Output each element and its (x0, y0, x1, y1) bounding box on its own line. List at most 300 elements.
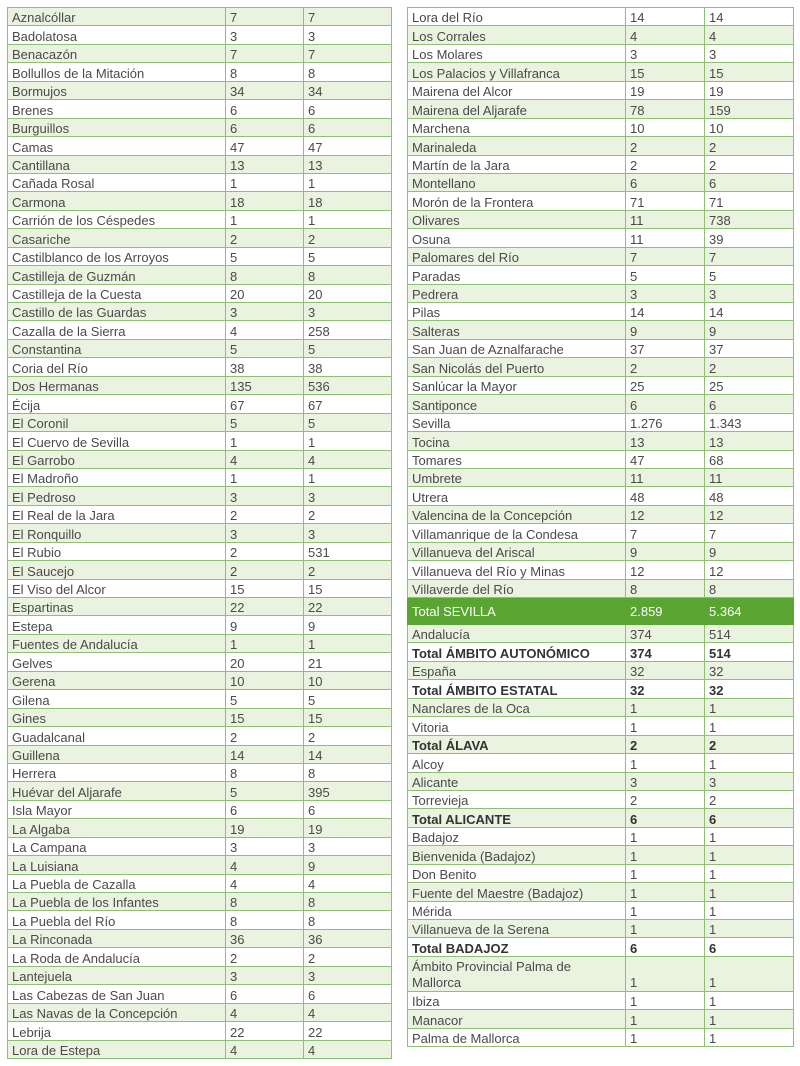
table-row (8, 505, 392, 523)
value-cell-b: 2 (705, 790, 794, 808)
value-cell-a: 4 (226, 450, 304, 468)
value-cell-a: 3 (226, 837, 304, 855)
municipality-name-cell: Camas (8, 137, 226, 155)
value-cell-a: 5 (226, 247, 304, 265)
value-cell-a: 3 (626, 772, 705, 790)
value-cell-a: 4 (226, 1003, 304, 1021)
municipality-name-cell: Guadalcanal (8, 727, 226, 745)
value-cell-b: 19 (705, 81, 794, 99)
value-cell-a: 6 (226, 800, 304, 818)
value-cell-a: 13 (226, 155, 304, 173)
table-row (8, 634, 392, 652)
table-row (408, 698, 794, 716)
value-cell-a: 2 (226, 505, 304, 523)
value-cell-a: 8 (226, 763, 304, 781)
value-cell-a: 67 (226, 395, 304, 413)
table-row (408, 790, 794, 808)
municipality-name-cell: Gelves (8, 653, 226, 671)
table-row (8, 8, 392, 26)
value-cell-a: 1 (226, 432, 304, 450)
table-row (408, 561, 794, 579)
municipality-name-cell: Écija (8, 395, 226, 413)
value-cell-a: 7 (226, 8, 304, 26)
value-cell-b: 1 (705, 717, 794, 735)
municipality-name-cell: Fuente del Maestre (Badajoz) (408, 883, 626, 901)
table-row (408, 991, 794, 1009)
value-cell-a: 4 (226, 856, 304, 874)
table-row (8, 727, 392, 745)
value-cell-b: 3 (304, 487, 392, 505)
table-row (408, 81, 794, 99)
table-row (8, 745, 392, 763)
value-cell-a: 2 (226, 948, 304, 966)
value-cell-a: 6 (626, 938, 705, 956)
value-cell-b: 4 (304, 1040, 392, 1058)
table-row (408, 229, 794, 247)
municipality-name-cell: Vitoria (408, 717, 626, 735)
table-row (408, 339, 794, 357)
value-cell-a: 78 (626, 100, 705, 118)
municipality-name-cell: Palomares del Río (408, 247, 626, 265)
municipality-table-right (407, 7, 794, 1047)
value-cell-b: 21 (304, 653, 392, 671)
table-row (408, 1028, 794, 1046)
municipality-name-cell: Palma de Mallorca (408, 1028, 626, 1046)
value-cell-a: 47 (226, 137, 304, 155)
municipality-name-cell: Total ÁMBITO AUTONÓMICO (408, 643, 626, 661)
value-cell-a: 8 (226, 911, 304, 929)
municipality-name-cell: Brenes (8, 100, 226, 118)
value-cell-a: 11 (626, 229, 705, 247)
municipality-name-cell: El Garrobo (8, 450, 226, 468)
value-cell-a: 2 (226, 561, 304, 579)
table-row (408, 846, 794, 864)
value-cell-a: 1 (626, 883, 705, 901)
value-cell-a: 13 (626, 432, 705, 450)
table-row (8, 450, 392, 468)
municipality-name-cell: Don Benito (408, 864, 626, 882)
value-cell-b: 1 (705, 864, 794, 882)
table-row (408, 598, 794, 625)
municipality-name-cell: Marchena (408, 118, 626, 136)
value-cell-a: 9 (626, 321, 705, 339)
municipality-name-cell: Espartinas (8, 598, 226, 616)
value-cell-a: 19 (226, 819, 304, 837)
table-row (8, 708, 392, 726)
value-cell-a: 14 (626, 303, 705, 321)
table-row (408, 938, 794, 956)
value-cell-a: 374 (626, 625, 705, 643)
value-cell-a: 1 (226, 634, 304, 652)
value-cell-b: 37 (705, 339, 794, 357)
municipality-name-cell: Martín de la Jara (408, 155, 626, 173)
value-cell-b: 7 (705, 524, 794, 542)
table-row (408, 579, 794, 597)
table-row (408, 827, 794, 845)
municipality-name-cell: La Luisiana (8, 856, 226, 874)
table-row (8, 173, 392, 191)
value-cell-b: 536 (304, 376, 392, 394)
value-cell-a: 1 (626, 1028, 705, 1046)
municipality-name-cell: Lora del Río (408, 8, 626, 26)
table-row (408, 920, 794, 938)
value-cell-b: 6 (705, 173, 794, 191)
value-cell-b: 3 (705, 44, 794, 62)
value-cell-a: 7 (626, 247, 705, 265)
value-cell-a: 1 (626, 698, 705, 716)
municipality-name-cell: Lora de Estepa (8, 1040, 226, 1058)
value-cell-b: 9 (705, 321, 794, 339)
municipality-name-cell: Valencina de la Concepción (408, 505, 626, 523)
municipality-name-cell: Total ÁMBITO ESTATAL (408, 680, 626, 698)
municipality-name-cell: Sevilla (408, 413, 626, 431)
value-cell-a: 34 (226, 81, 304, 99)
value-cell-a: 3 (226, 487, 304, 505)
municipality-name-cell: Total ALICANTE (408, 809, 626, 827)
value-cell-b: 1 (705, 1010, 794, 1028)
value-cell-b: 2 (304, 727, 392, 745)
value-cell-b: 10 (304, 671, 392, 689)
value-cell-b: 32 (705, 661, 794, 679)
value-cell-a: 36 (226, 929, 304, 947)
table-row (408, 432, 794, 450)
municipality-name-cell: Herrera (8, 763, 226, 781)
value-cell-b: 6 (304, 118, 392, 136)
table-row (408, 901, 794, 919)
value-cell-a: 22 (226, 598, 304, 616)
table-row (408, 8, 794, 26)
table-row (408, 26, 794, 44)
value-cell-b: 1 (304, 173, 392, 191)
value-cell-a: 18 (226, 192, 304, 210)
table-row (8, 229, 392, 247)
table-row (8, 948, 392, 966)
municipality-name-cell: Cantillana (8, 155, 226, 173)
value-cell-a: 5 (226, 782, 304, 800)
value-cell-a: 10 (226, 671, 304, 689)
municipality-name-cell: Santiponce (408, 395, 626, 413)
value-cell-a: 11 (626, 468, 705, 486)
value-cell-a: 8 (226, 893, 304, 911)
table-row (408, 1010, 794, 1028)
municipality-name-cell: Los Palacios y Villafranca (408, 63, 626, 81)
value-cell-b: 1 (304, 210, 392, 228)
value-cell-a: 6 (626, 173, 705, 191)
table-row (408, 643, 794, 661)
municipality-name-cell: Morón de la Frontera (408, 192, 626, 210)
value-cell-b: 3 (705, 772, 794, 790)
value-cell-b: 4 (304, 1003, 392, 1021)
value-cell-a: 1 (226, 468, 304, 486)
table-row (408, 266, 794, 284)
table-row (8, 303, 392, 321)
table-row (408, 625, 794, 643)
value-cell-b: 258 (304, 321, 392, 339)
table-row (8, 616, 392, 634)
municipality-name-cell: Utrera (408, 487, 626, 505)
value-cell-b: 1 (705, 698, 794, 716)
value-cell-a: 5 (226, 690, 304, 708)
value-cell-a: 22 (226, 1022, 304, 1040)
table-row (8, 100, 392, 118)
value-cell-b: 47 (304, 137, 392, 155)
value-cell-b: 8 (304, 911, 392, 929)
value-cell-b: 13 (304, 155, 392, 173)
table-row (8, 1022, 392, 1040)
value-cell-a: 2 (626, 790, 705, 808)
value-cell-b: 7 (705, 247, 794, 265)
value-cell-b: 15 (705, 63, 794, 81)
value-cell-b: 15 (304, 708, 392, 726)
municipality-name-cell: Torrevieja (408, 790, 626, 808)
municipality-name-cell: La Puebla del Río (8, 911, 226, 929)
value-cell-b: 15 (304, 579, 392, 597)
table-row (408, 524, 794, 542)
municipality-name-cell: Mairena del Alcor (408, 81, 626, 99)
value-cell-b: 2 (304, 229, 392, 247)
value-cell-a: 6 (226, 100, 304, 118)
value-cell-b: 4 (705, 26, 794, 44)
value-cell-a: 1 (626, 717, 705, 735)
value-cell-b: 6 (705, 809, 794, 827)
table-row (408, 303, 794, 321)
value-cell-a: 4 (226, 321, 304, 339)
table-row (8, 598, 392, 616)
value-cell-b: 5.364 (705, 598, 794, 625)
table-row (8, 247, 392, 265)
table-row (8, 966, 392, 984)
table-row (408, 210, 794, 228)
value-cell-b: 5 (304, 690, 392, 708)
value-cell-a: 2 (226, 542, 304, 560)
value-cell-b: 36 (304, 929, 392, 947)
table-row (8, 137, 392, 155)
municipality-name-cell: Ibiza (408, 991, 626, 1009)
table-row (8, 819, 392, 837)
value-cell-a: 8 (226, 63, 304, 81)
value-cell-b: 1 (705, 754, 794, 772)
value-cell-b: 1 (705, 920, 794, 938)
municipality-name-cell: Fuentes de Andalucía (8, 634, 226, 652)
value-cell-b: 531 (304, 542, 392, 560)
table-row (8, 1040, 392, 1058)
value-cell-b: 25 (705, 376, 794, 394)
municipality-name-cell: Bollullos de la Mitación (8, 63, 226, 81)
municipality-name-cell: Total BADAJOZ (408, 938, 626, 956)
table-row (8, 487, 392, 505)
value-cell-a: 1 (626, 1010, 705, 1028)
value-cell-b: 2 (705, 137, 794, 155)
value-cell-b: 1 (705, 827, 794, 845)
table-row (8, 837, 392, 855)
municipality-name-cell: Total ÁLAVA (408, 735, 626, 753)
table-row (8, 284, 392, 302)
value-cell-a: 1.276 (626, 413, 705, 431)
municipality-name-cell: Villanueva de la Serena (408, 920, 626, 938)
value-cell-b: 3 (705, 284, 794, 302)
value-cell-a: 4 (226, 1040, 304, 1058)
municipality-name-cell: Umbrete (408, 468, 626, 486)
table-row (408, 137, 794, 155)
municipality-name-cell: El Pedroso (8, 487, 226, 505)
value-cell-b: 6 (705, 395, 794, 413)
table-row (8, 561, 392, 579)
table-row (408, 864, 794, 882)
table-row (8, 911, 392, 929)
value-cell-a: 2 (626, 358, 705, 376)
municipality-name-cell: Coria del Río (8, 358, 226, 376)
value-cell-a: 3 (226, 966, 304, 984)
municipality-name-cell: Osuna (408, 229, 626, 247)
table-row (408, 661, 794, 679)
table-row (8, 266, 392, 284)
value-cell-a: 48 (626, 487, 705, 505)
value-cell-a: 2 (626, 137, 705, 155)
value-cell-b: 738 (705, 210, 794, 228)
municipality-name-cell: España (408, 661, 626, 679)
table-row (8, 155, 392, 173)
value-cell-b: 12 (705, 505, 794, 523)
table-row (408, 680, 794, 698)
table-row (8, 26, 392, 44)
value-cell-b: 8 (705, 579, 794, 597)
value-cell-b: 1 (304, 468, 392, 486)
value-cell-b: 2 (705, 735, 794, 753)
value-cell-b: 8 (304, 893, 392, 911)
table-row (8, 413, 392, 431)
municipality-name-cell: El Real de la Jara (8, 505, 226, 523)
value-cell-b: 6 (304, 800, 392, 818)
table-row (8, 542, 392, 560)
municipality-name-cell: Villanueva del Ariscal (408, 542, 626, 560)
municipality-name-cell: Gines (8, 708, 226, 726)
table-row (8, 874, 392, 892)
value-cell-a: 1 (626, 846, 705, 864)
table-row (408, 468, 794, 486)
value-cell-b: 6 (705, 938, 794, 956)
table-row (408, 155, 794, 173)
table-row (408, 284, 794, 302)
table-row (8, 985, 392, 1003)
value-cell-b: 3 (304, 837, 392, 855)
value-cell-a: 32 (626, 661, 705, 679)
municipality-name-cell: Guillena (8, 745, 226, 763)
value-cell-a: 12 (626, 505, 705, 523)
municipality-name-cell: La Puebla de Cazalla (8, 874, 226, 892)
value-cell-a: 135 (226, 376, 304, 394)
value-cell-a: 15 (626, 63, 705, 81)
value-cell-b: 4 (304, 874, 392, 892)
municipality-name-cell: Pedrera (408, 284, 626, 302)
municipality-name-cell: Montellano (408, 173, 626, 191)
municipality-name-cell: Las Cabezas de San Juan (8, 985, 226, 1003)
table-row (408, 956, 794, 991)
municipality-name-cell: La Puebla de los Infantes (8, 893, 226, 911)
value-cell-a: 3 (226, 524, 304, 542)
municipality-name-cell: El Rubio (8, 542, 226, 560)
municipality-name-cell: El Madroño (8, 468, 226, 486)
value-cell-b: 3 (304, 966, 392, 984)
municipality-name-cell: Nanclares de la Oca (408, 698, 626, 716)
value-cell-b: 48 (705, 487, 794, 505)
table-row (408, 505, 794, 523)
municipality-name-cell: Dos Hermanas (8, 376, 226, 394)
value-cell-a: 6 (626, 809, 705, 827)
municipality-name-cell: Carmona (8, 192, 226, 210)
table-row (8, 579, 392, 597)
table-row (408, 450, 794, 468)
municipality-name-cell: El Coronil (8, 413, 226, 431)
value-cell-a: 8 (226, 266, 304, 284)
value-cell-a: 6 (226, 985, 304, 1003)
value-cell-a: 14 (626, 8, 705, 26)
table-body-right (408, 8, 794, 1047)
municipality-name-cell: Los Molares (408, 44, 626, 62)
municipality-table-left (7, 7, 392, 1059)
table-row (8, 81, 392, 99)
table-row (408, 44, 794, 62)
table-row (408, 487, 794, 505)
value-cell-a: 38 (226, 358, 304, 376)
value-cell-a: 15 (226, 708, 304, 726)
municipality-name-cell: Castilleja de la Cuesta (8, 284, 226, 302)
table-row (408, 395, 794, 413)
table-row (8, 763, 392, 781)
municipality-name-cell: Pilas (408, 303, 626, 321)
value-cell-a: 15 (226, 579, 304, 597)
value-cell-a: 1 (226, 173, 304, 191)
value-cell-b: 20 (304, 284, 392, 302)
table-row (8, 653, 392, 671)
value-cell-b: 5 (705, 266, 794, 284)
table-row (8, 395, 392, 413)
table-row (408, 809, 794, 827)
value-cell-a: 10 (626, 118, 705, 136)
table-row (408, 754, 794, 772)
value-cell-b: 4 (304, 450, 392, 468)
municipality-name-cell: Badolatosa (8, 26, 226, 44)
value-cell-b: 68 (705, 450, 794, 468)
value-cell-a: 2 (226, 727, 304, 745)
table-row (8, 671, 392, 689)
municipality-name-cell: Burguillos (8, 118, 226, 136)
value-cell-b: 1 (705, 846, 794, 864)
value-cell-a: 19 (626, 81, 705, 99)
municipality-name-cell: Alcoy (408, 754, 626, 772)
value-cell-b: 8 (304, 63, 392, 81)
municipality-name-cell: Los Corrales (408, 26, 626, 44)
value-cell-a: 7 (626, 524, 705, 542)
value-cell-a: 3 (626, 284, 705, 302)
value-cell-a: 3 (226, 303, 304, 321)
value-cell-a: 6 (626, 395, 705, 413)
value-cell-a: 71 (626, 192, 705, 210)
value-cell-b: 514 (705, 643, 794, 661)
table-row (408, 772, 794, 790)
table-row (8, 524, 392, 542)
value-cell-a: 20 (226, 653, 304, 671)
table-row (8, 376, 392, 394)
municipality-name-cell: Paradas (408, 266, 626, 284)
value-cell-a: 5 (226, 339, 304, 357)
value-cell-a: 1 (626, 920, 705, 938)
table-row (408, 192, 794, 210)
value-cell-a: 8 (626, 579, 705, 597)
value-cell-b: 10 (705, 118, 794, 136)
table-row (408, 321, 794, 339)
value-cell-a: 1 (626, 827, 705, 845)
municipality-name-cell: Ámbito Provincial Palma de Mallorca (408, 956, 626, 991)
